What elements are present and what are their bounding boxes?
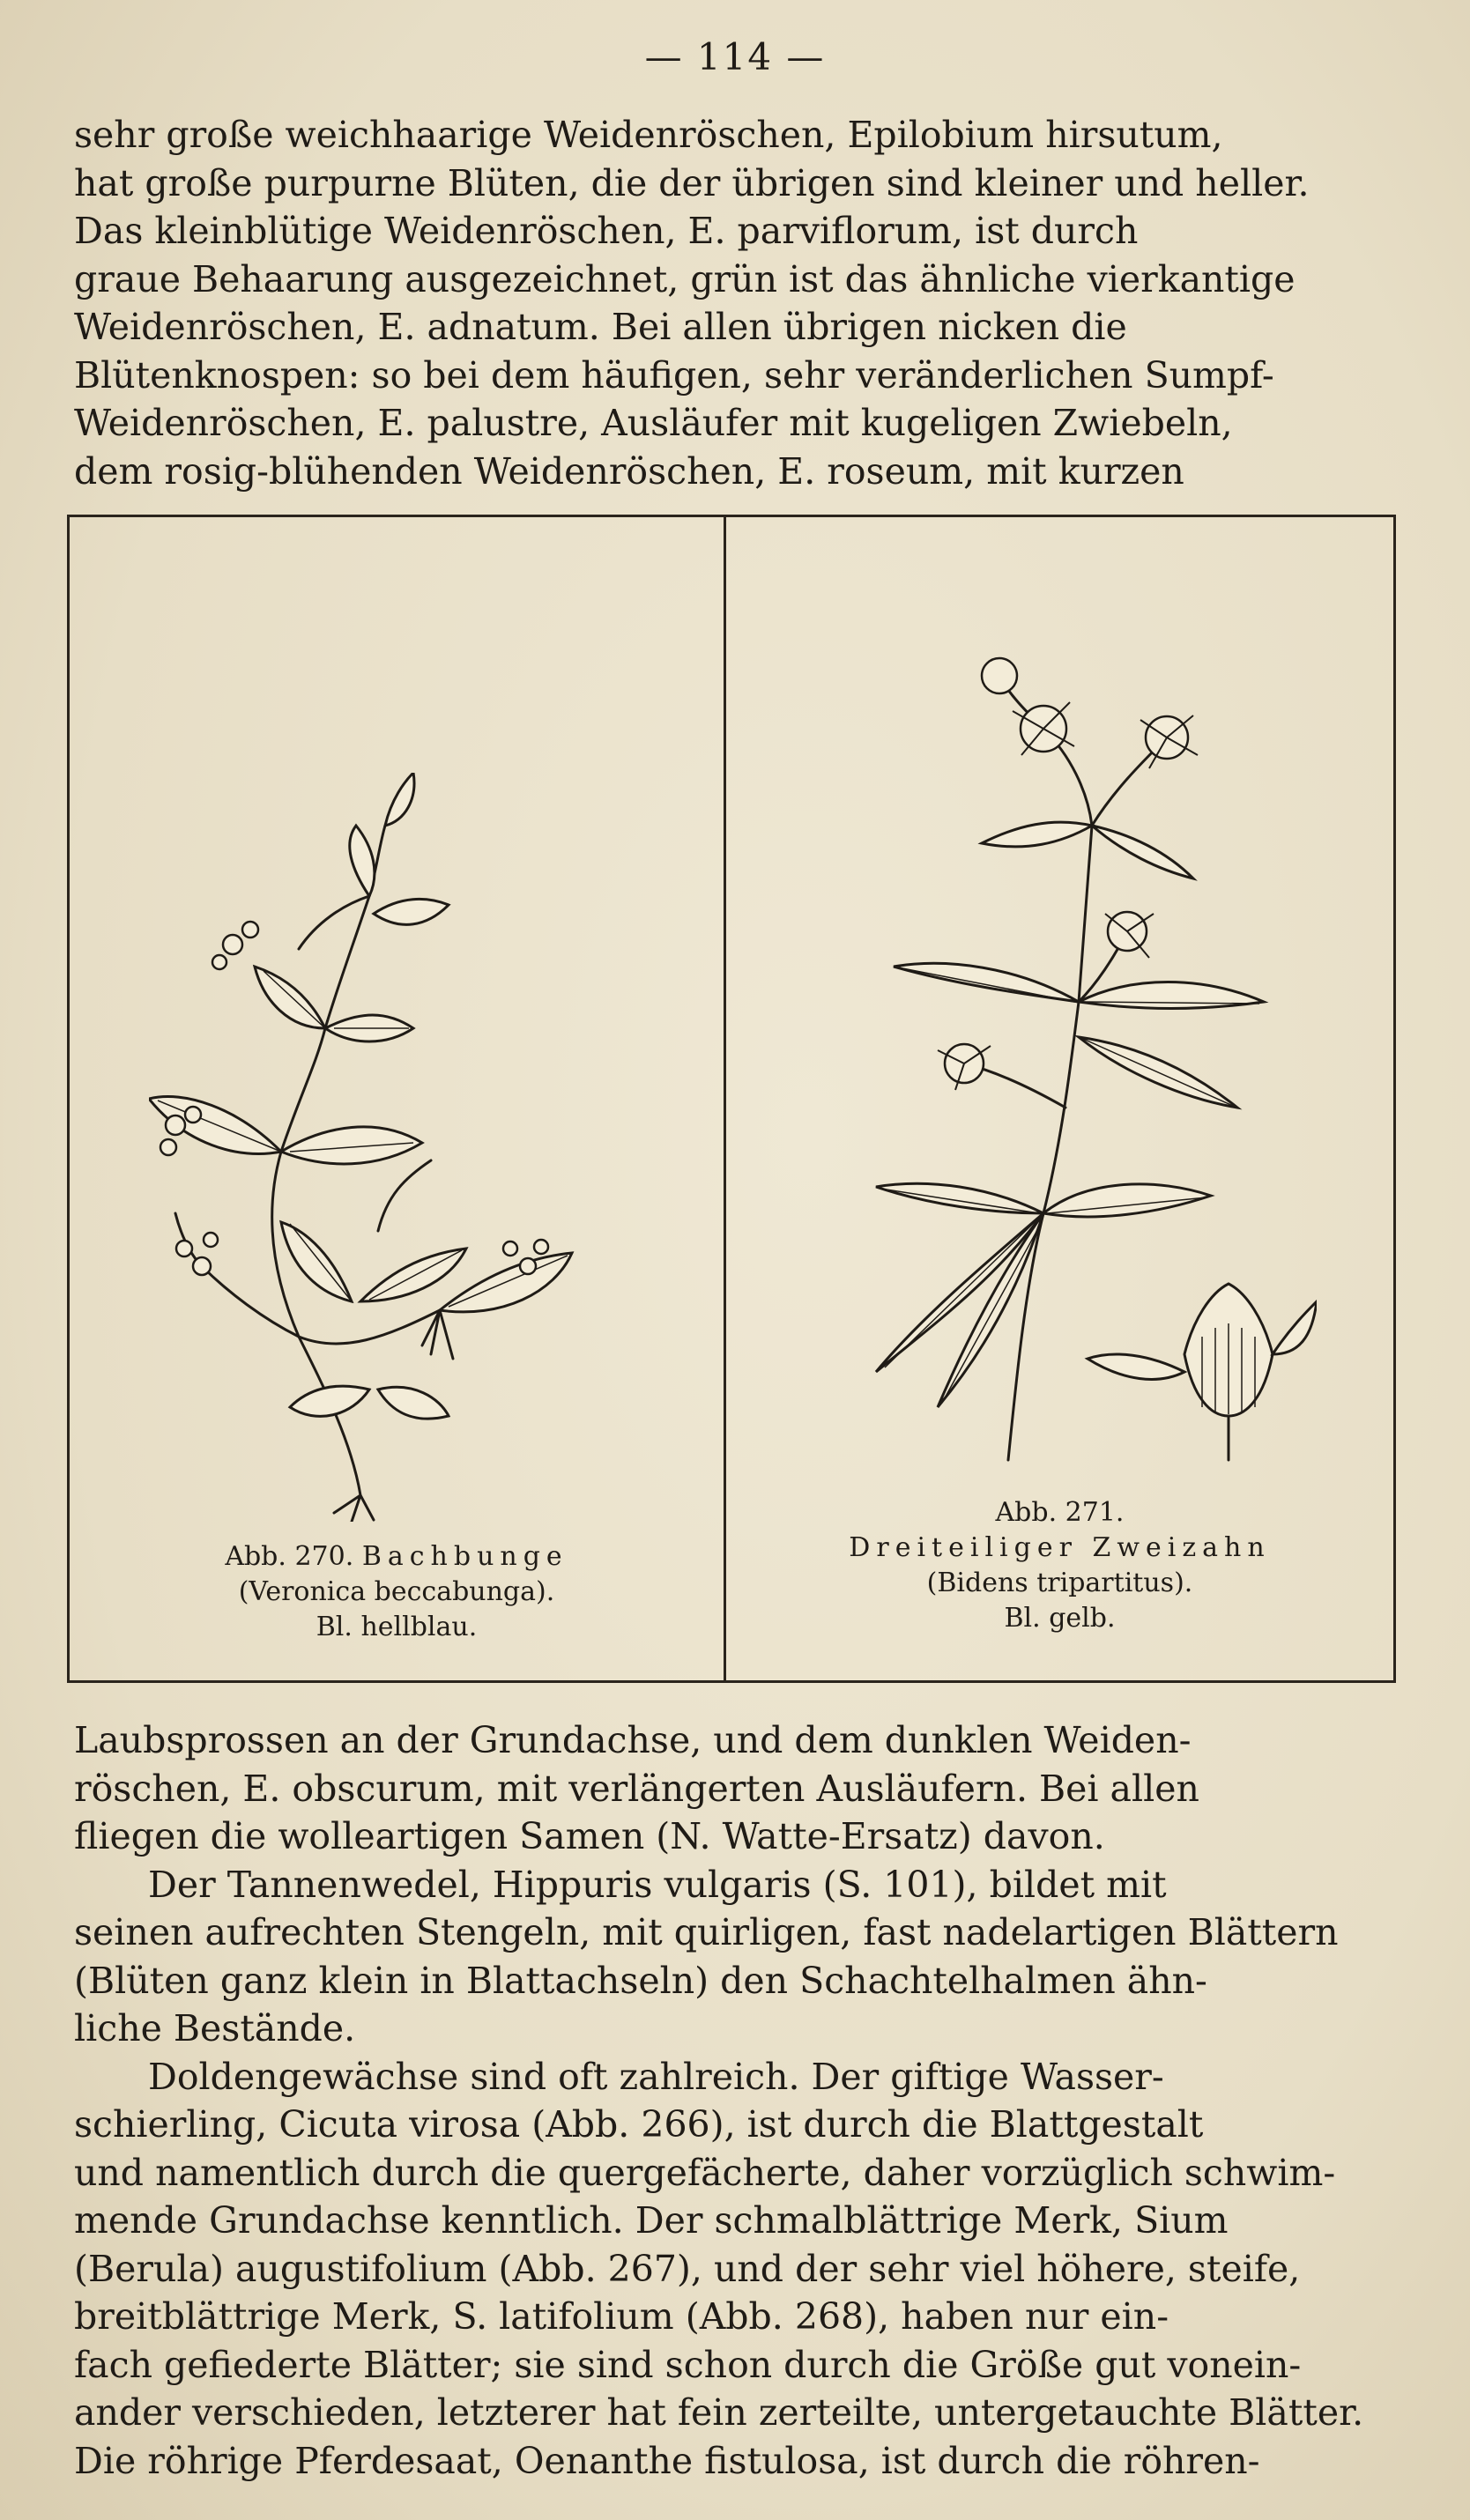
figure-number: Abb. 271. [995,1497,1125,1528]
figure-caption-271 [726,1495,1393,1636]
text-line: Das kleinblütige Weidenröschen, E. parviflorum, ist durch [74,210,1139,252]
text-line: ander verschieden, letzterer hat fein zerteilte, untergetauchte Blätter. [74,2391,1364,2434]
paragraph-bottom [74,1716,1396,2485]
text-line: Laubsprossen an der Grundachse, und dem dunklen Weiden- [74,1719,1192,1761]
text-line: Der Tannenwedel, Hippuris vulgaris (S. 101), bildet mit [148,1863,1167,1906]
text-line: hat große purpurne Blüten, die der übrigen sind kleiner und heller. [74,161,1310,204]
text-line: Doldengewächse sind oft zahlreich. Der giftige Wasser- [148,2055,1164,2098]
text-line: (Blüten ganz klein in Blattachseln) den Schachtelhalmen ähn- [74,1959,1207,2002]
figure-latin-name: (Bidens tripartitus). [926,1568,1193,1598]
text-line: seinen aufrechten Stengeln, mit quirligen, fast nadelartigen Blättern [74,1911,1339,1953]
paragraph-top [74,111,1396,495]
text-line: mende Grundachse kenntlich. Der schmalblättrige Merk, Sium [74,2199,1229,2242]
figure-panel-270 [70,517,724,1680]
text-line: (Berula) augustifolium (Abb. 267), und der sehr viel höhere, steife, [74,2247,1301,2290]
text-line: dem rosig-blühenden Weidenröschen, E. roseum, mit kurzen [74,449,1184,493]
text-line: röschen, E. obscurum, mit verlängerten Ausläufern. Bei allen [74,1767,1199,1810]
figure-caption-270 [70,1539,724,1645]
text-line: Weidenröschen, E. adnatum. Bei allen übrigen nicken die [74,306,1127,348]
figure-panel-271 [726,517,1393,1680]
text-line: Weidenröschen, E. palustre, Ausläufer mit kugeligen Zwiebeln, [74,402,1233,444]
text-line: fach gefiederte Blätter; sie sind schon durch die Größe gut vonein- [74,2343,1302,2386]
page-number: — 114 — [644,35,826,78]
text-line: Die röhrige Pferdesaat, Oenanthe fistulosa, ist durch die röhren- [74,2439,1260,2482]
text-line: liche Bestände. [74,2007,356,2049]
figure-latin-name: (Veronica beccabunga). [238,1576,555,1607]
figure-german-name: Dreiteiliger Zweizahn [849,1532,1271,1563]
figure-box [67,515,1396,1683]
text-line: sehr große weichhaarige Weidenröschen, Epilobium hirsutum, [74,114,1223,156]
text-line: graue Behaarung ausgezeichnet, grün ist das ähnliche vierkantige [74,257,1296,300]
text-line: breitblättrige Merk, S. latifolium (Abb. 268), haben nur ein- [74,2295,1169,2338]
figure-bloom-color: Bl. hellblau. [316,1612,478,1642]
figure-number: Abb. 270. Bachbunge [225,1541,568,1572]
text-line: fliegen die wolleartigen Samen (N. Watte-Ersatz) davon. [74,1815,1105,1857]
text-line: Blütenknospen: so bei dem häufigen, sehr veränderlichen Sumpf- [74,353,1274,397]
figure-bloom-color: Bl. gelb. [1004,1603,1116,1634]
veronica-plant-illustration [149,773,642,1522]
text-line: schierling, Cicuta virosa (Abb. 266), ist durch die Blattgestalt [74,2103,1204,2146]
bidens-plant-illustration [823,649,1317,1469]
text-line: und namentlich durch die quergefächerte, daher vorzüglich schwim- [74,2151,1336,2194]
